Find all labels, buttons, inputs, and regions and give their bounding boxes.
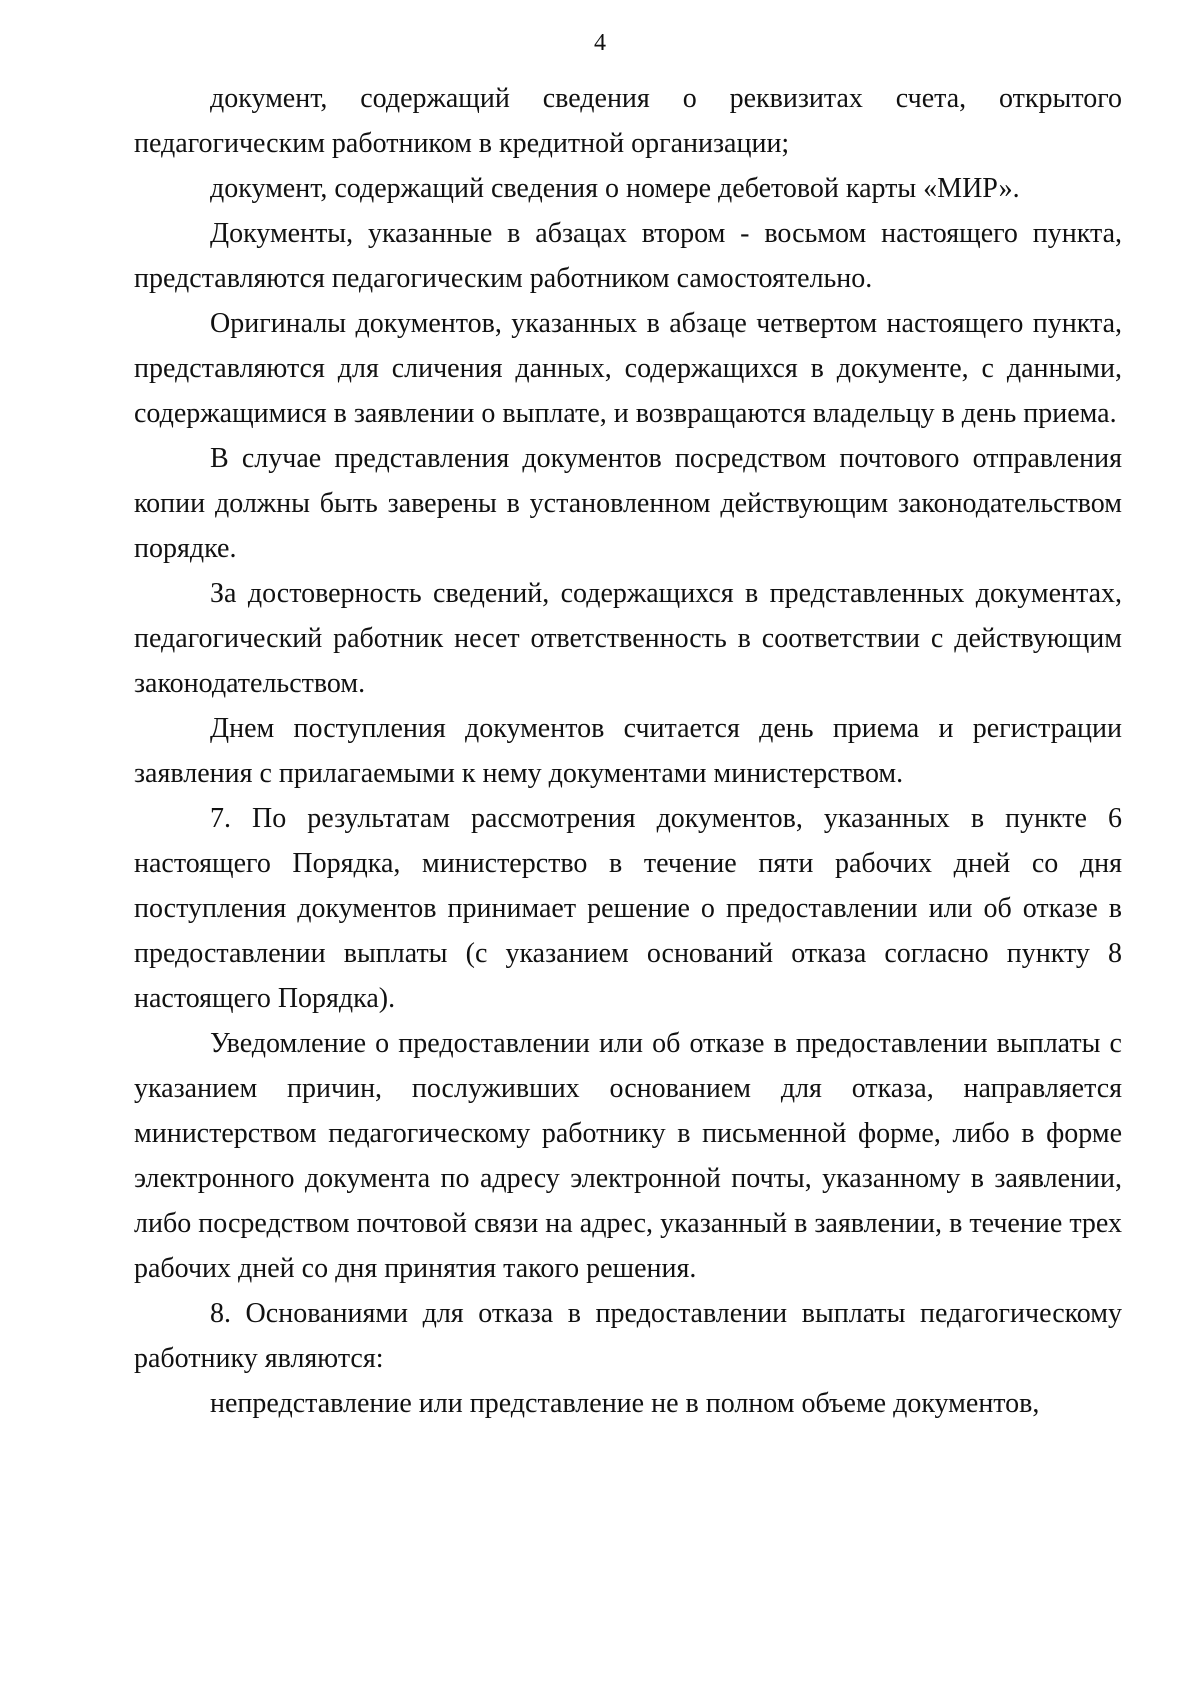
document-body bbox=[134, 76, 1122, 1426]
paragraph-notification: Уведомление о предоставлении или об отказе в предоставлении выплаты с указанием причин, послуживших основанием для отказа, направляется министерством педагогическому работнику в письменной форме, либо в форме электронного документа по адресу электронной почты, указанному в заявлении, либо посредством почтовой связи на адрес, указанный в заявлении, в течение трех рабочих дней со дня принятия такого решения. bbox=[134, 1028, 1122, 1284]
paragraph-postal-copies: В случае представления документов посредством почтового отправления копии должны быть заверены в установленном действующим законодательством порядке. bbox=[134, 443, 1122, 564]
paragraph-receipt-date: Днем поступления документов считается день приема и регистрации заявления с прилагаемыми к нему документами министерством. bbox=[134, 713, 1122, 789]
paragraph-non-submission: непредставление или представление не в полном объеме документов, bbox=[210, 1388, 1040, 1419]
paragraph-item-8: 8. Основаниями для отказа в предоставлении выплаты педагогическому работнику являются: bbox=[134, 1298, 1122, 1374]
paragraph-originals: Оригиналы документов, указанных в абзаце четвертом настоящего пункта, представляются для сличения данных, содержащихся в документе, с данными, содержащимися в заявлении о выплате, и возвращаются владельцу в день приема. bbox=[134, 308, 1122, 429]
page-number: 4 bbox=[594, 30, 606, 56]
paragraph-responsibility: За достоверность сведений, содержащихся в представленных документах, педагогический работник несет ответственность в соответствии с действующим законодательством. bbox=[134, 578, 1122, 699]
paragraph-account-details: документ, содержащий сведения о реквизитах счета, открытого педагогическим работником в кредитной организации; bbox=[134, 83, 1122, 159]
paragraph-documents-submitted: Документы, указанные в абзацах втором - восьмом настоящего пункта, представляются педагогическим работником самостоятельно. bbox=[134, 218, 1122, 294]
paragraph-mir-card: документ, содержащий сведения о номере дебетовой карты «МИР». bbox=[210, 173, 1020, 204]
paragraph-item-7: 7. По результатам рассмотрения документов, указанных в пункте 6 настоящего Порядка, министерство в течение пяти рабочих дней со дня поступления документов принимает решение о предоставлении или об отказе в предоставлении выплаты (с указанием оснований отказа согласно пункту 8 настоящего Порядка). bbox=[134, 803, 1122, 1014]
